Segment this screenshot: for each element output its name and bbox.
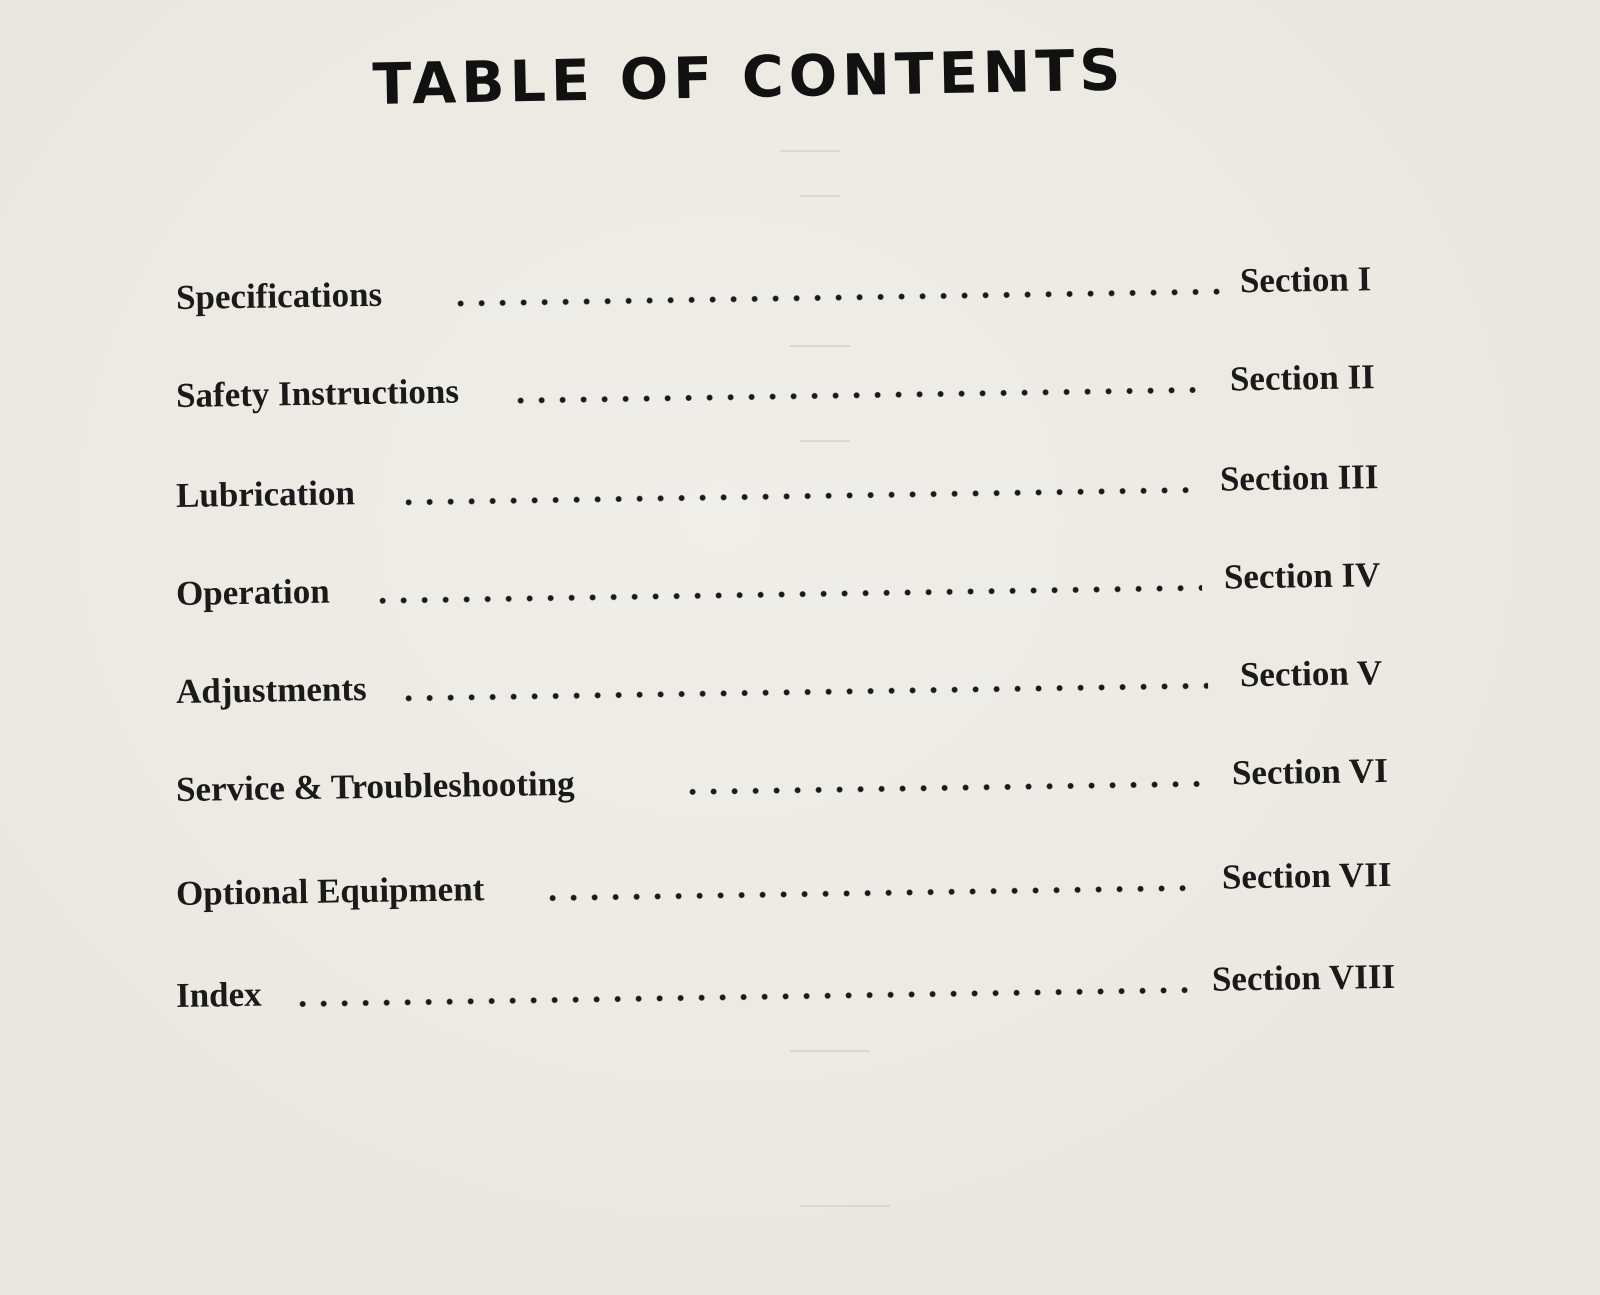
toc-entry-section: Section I [1239,259,1372,301]
toc-entry-section: Section VI [1231,750,1389,793]
page-title: TABLE OF CONTENTS [372,37,1126,118]
toc-entry [176,246,1457,326]
toc-entry-label: Index [175,974,262,1015]
table-of-contents [176,0,1476,1295]
toc-entry [176,444,1457,524]
toc-dot-leader [372,584,1202,605]
toc-dot-leader [398,682,1208,703]
toc-entry-label: Specifications [175,274,383,317]
toc-entry [176,944,1457,1024]
toc-entry-section: Section VIII [1211,956,1396,999]
toc-entry [176,344,1457,424]
toc-entry [176,640,1457,720]
toc-dot-leader [398,486,1200,507]
toc-entry [176,842,1457,922]
toc-entry [176,738,1457,818]
toc-entry [176,542,1457,622]
toc-entry-label: Lubrication [175,473,356,515]
toc-entry-section: Section II [1229,357,1376,399]
toc-entry-label: Service & Troubleshooting [175,763,575,809]
toc-dot-leader [542,884,1194,902]
toc-entry-label: Safety Instructions [175,371,460,415]
toc-dot-leader [292,986,1188,1008]
toc-entry-section: Section IV [1223,555,1381,597]
toc-entry-label: Adjustments [175,669,367,711]
toc-dot-leader [510,386,1200,405]
toc-entry-label: Operation [175,571,330,613]
toc-dot-leader [450,288,1220,308]
toc-dot-leader [682,780,1212,796]
toc-entry-section: Section V [1239,653,1383,695]
toc-entry-section: Section III [1219,457,1379,499]
toc-entry-label: Optional Equipment [175,869,485,913]
toc-entry-section: Section VII [1221,854,1392,897]
